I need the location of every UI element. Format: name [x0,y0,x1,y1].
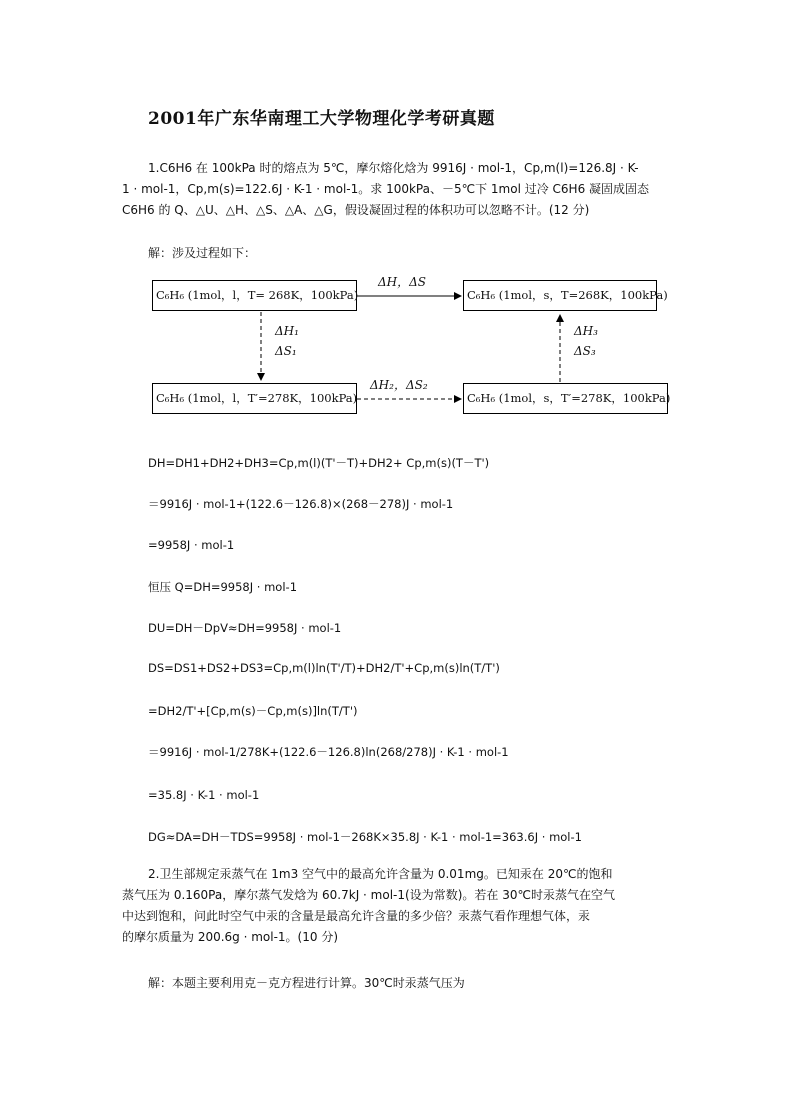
state-box-solid-278: C₆H₆ (1mol，s，T′=278K，100kPa) [463,383,668,414]
label-ds3: ΔS₃ [574,344,596,358]
equation-line: =35.8J · K-1 · mol-1 [148,788,260,802]
page-title: 2001年广东华南理工大学物理化学考研真题 [148,109,495,129]
question-2-line: 蒸气压为 0.160Pa，摩尔蒸气发焓为 60.7kJ · mol-1(设为常数)。若在 30℃时汞蒸气在空气 [122,888,615,902]
label-dh3: ΔH₃ [574,324,598,338]
equation-line: =DH2/T'+[Cp,m(s)－Cp,m(s)]ln(T/T') [148,704,358,718]
label-dh1: ΔH₁ [275,324,299,338]
equation-line: DG≈DA=DH－TDS=9958J · mol-1－268K×35.8J · K-1 · mol-1=363.6J · mol-1 [148,830,582,844]
state-box-liquid-278: C₆H₆ (1mol，l，T′=278K，100kPa) [152,383,357,414]
state-box-final: C₆H₆ (1mol，s，T=268K，100kPa) [463,280,657,311]
question-2-line: 2.卫生部规定汞蒸气在 1m3 空气中的最高允许含量为 0.01mg。已知汞在 20℃的饱和 [148,867,613,881]
question-1-line: 1 · mol-1，Cp,m(s)=122.6J · K-1 · mol-1。求 100kPa、－5℃下 1mol 过冷 C6H6 凝固成固态 [122,182,650,196]
solution-intro: 解：涉及过程如下： [148,246,257,260]
state-box-initial: C₆H₆ (1mol，l，T= 268K，100kPa) [152,280,357,311]
question-2 [122,864,667,948]
question-1-line: C6H6 的 Q、△U、△H、△S、△A、△G，假设凝固过程的体积功可以忽略不计。(12 分) [122,203,590,217]
question-2-line: 的摩尔质量为 200.6g · mol-1。(10 分) [122,930,339,944]
label-top-arrow: ΔH，ΔS [378,275,427,289]
equation-line: ＝9916J · mol-1/278K+(122.6－126.8)ln(268/278)J · K-1 · mol-1 [148,745,509,759]
solution-2-intro: 解：本题主要利用克－克方程进行计算。30℃时汞蒸气压为 [148,976,465,990]
label-bottom-arrow: ΔH₂，ΔS₂ [370,378,428,392]
equation-line: DU=DH－DpV≈DH=9958J · mol-1 [148,621,342,635]
equation-line: 恒压 Q=DH=9958J · mol-1 [148,580,298,594]
question-2-line: 中达到饱和，问此时空气中汞的含量是最高允许含量的多少倍？汞蒸气看作理想气体，汞 [122,909,591,923]
process-diagram-arrows [0,0,790,440]
equation-line: DH=DH1+DH2+DH3=Cp,m(l)(T'－T)+DH2+ Cp,m(s)(T－T') [148,456,490,470]
equation-line: DS=DS1+DS2+DS3=Cp,m(l)ln(T'/T)+DH2/T'+Cp,m(s)ln(T/T') [148,661,500,675]
label-ds1: ΔS₁ [275,344,297,358]
equation-line: ＝9916J · mol-1+(122.6－126.8)×(268－278)J · mol-1 [148,497,454,511]
equation-line: =9958J · mol-1 [148,538,235,552]
question-1-line: 1.C6H6 在 100kPa 时的熔点为 5℃，摩尔熔化焓为 9916J · mol-1，Cp,m(l)=126.8J · K- [148,161,639,175]
